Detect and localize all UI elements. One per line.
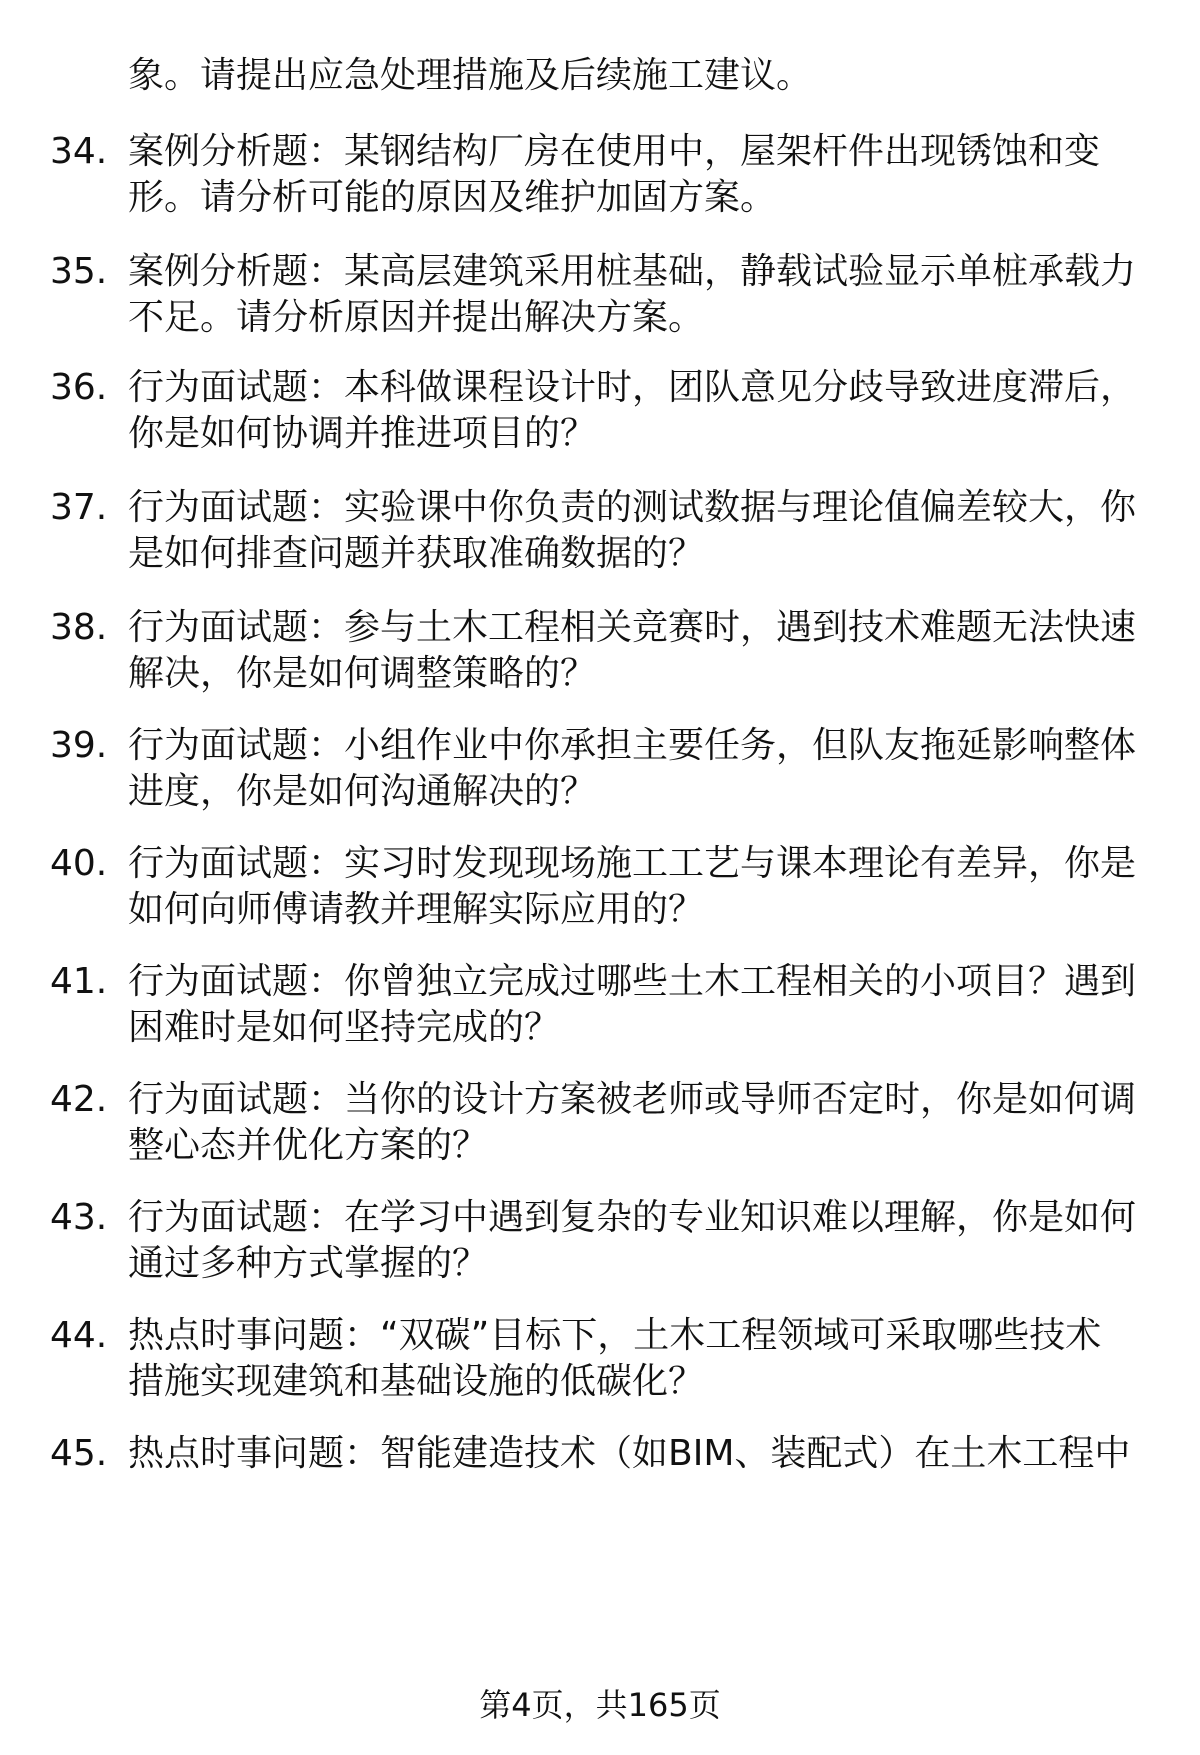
question-number: 37.	[50, 487, 108, 528]
question-number: 35.	[50, 251, 108, 292]
question-number: 45.	[50, 1433, 108, 1474]
question-number: 44.	[50, 1315, 108, 1356]
question-number: 39.	[50, 725, 108, 766]
page-footer: 第4页，共165页	[479, 1686, 721, 1724]
question-number: 34.	[50, 131, 108, 172]
question-line: 行为面试题：你曾独立完成过哪些土木工程相关的小项目？遇到	[128, 961, 1137, 1002]
question-line: 行为面试题：实习时发现现场施工工艺与课本理论有差异，你是	[128, 843, 1137, 884]
continued-line: 象。请提出应急处理措施及后续施工建议。	[128, 55, 813, 96]
question-line: 不足。请分析原因并提出解决方案。	[128, 297, 705, 338]
question-line: 行为面试题：当你的设计方案被老师或导师否定时，你是如何调	[128, 1079, 1137, 1120]
question-line: 如何向师傅请教并理解实际应用的？	[128, 889, 705, 930]
question-number: 41.	[50, 961, 108, 1002]
question-line: 行为面试题：本科做课程设计时，团队意见分歧导致进度滞后，	[128, 367, 1137, 408]
question-line: 案例分析题：某钢结构厂房在使用中，屋架杆件出现锈蚀和变	[128, 131, 1101, 172]
question-line: 行为面试题：参与土木工程相关竞赛时，遇到技术难题无法快速	[128, 607, 1137, 648]
question-line: 形。请分析可能的原因及维护加固方案。	[128, 177, 777, 218]
question-line: 措施实现建筑和基础设施的低碳化？	[128, 1361, 705, 1402]
question-line: 通过多种方式掌握的？	[128, 1243, 489, 1284]
question-line: 整心态并优化方案的？	[128, 1125, 489, 1166]
question-line: 热点时事问题：智能建造技术（如BIM、装配式）在土木工程中	[128, 1433, 1131, 1474]
question-number: 40.	[50, 843, 108, 884]
question-line: 进度，你是如何沟通解决的？	[128, 771, 597, 812]
question-line: 行为面试题：在学习中遇到复杂的专业知识难以理解，你是如何	[128, 1197, 1137, 1238]
question-line: 解决，你是如何调整策略的？	[128, 653, 597, 694]
question-line: 行为面试题：小组作业中你承担主要任务，但队友拖延影响整体	[128, 725, 1137, 766]
question-number: 38.	[50, 607, 108, 648]
question-number: 43.	[50, 1197, 108, 1238]
question-line: 行为面试题：实验课中你负责的测试数据与理论值偏差较大，你	[128, 487, 1137, 528]
question-line: 案例分析题：某高层建筑采用桩基础，静载试验显示单桩承载力	[128, 251, 1137, 292]
question-line: 是如何排查问题并获取准确数据的？	[128, 533, 705, 574]
question-number: 42.	[50, 1079, 108, 1120]
question-number: 36.	[50, 367, 108, 408]
question-line: 你是如何协调并推进项目的？	[128, 413, 597, 454]
question-line: 热点时事问题：“双碳”目标下，土木工程领域可采取哪些技术	[128, 1315, 1102, 1356]
question-line: 困难时是如何坚持完成的？	[128, 1007, 561, 1048]
